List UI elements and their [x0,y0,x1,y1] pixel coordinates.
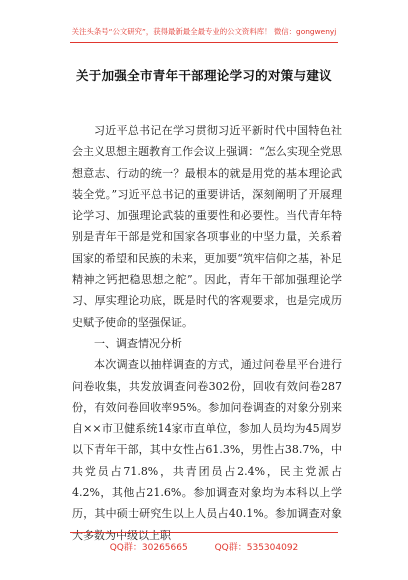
footer-divider [70,532,338,533]
header-divider [70,42,338,43]
document-body [72,120,342,546]
document-title: 关于加强全市青年干部理论学习的对策与建议 [75,68,332,83]
section-paragraph: 本次调查以抽样调查的方式，通过问卷星平台进行问卷收集，共发放调查问卷302份，回收有效问卷287份，有效问卷回收率95%。参加问卷调查的对象分别来自××市卫健系统14家市直单位，参加人员均为45周岁以下青年干部，其中女性占61.3%，男性占38.7%，中共党员占71.8%，共青团员占2.4%，民主党派占4.2%，其他占21.6%。参加调查对象均为本科以上学历，其中硕士研究生以上人员占40.1%。参加调查对象大多数为中级以上职 [72,358,342,542]
footer-qq-group-2: QQ群：535304092 [214,543,299,553]
footer-qq-group-1: QQ群：30265665 [109,543,188,553]
intro-paragraph: 习近平总书记在学习贯彻习近平新时代中国特色社会主义思想主题教育工作会议上强调：“怎么实现全党思想意志、行动的统一？最根本的就是用党的基本理论武装全党。”习近平总书记的重要讲话，深刻阐明了开展理论学习、加强理论武装的重要性和必要性。当代青年特别是青年干部是党和国家各项事业的中坚力量，关系着国家的希望和民族的未来，更加要“筑牢信仰之基，补足精神之钙把稳思想之舵”。因此，青年干部加强理论学习、厚实理论功底，既是时代的客观要求，也是完成历史赋予使命的坚强保证。 [72,124,342,329]
header-banner: 关注头条号“公文研究”，获得最新最全最专业的公文资料库！ 微信：gongwenyj [71,27,337,36]
section-heading: 一、调查情况分析 [94,336,182,350]
footer [0,540,408,553]
